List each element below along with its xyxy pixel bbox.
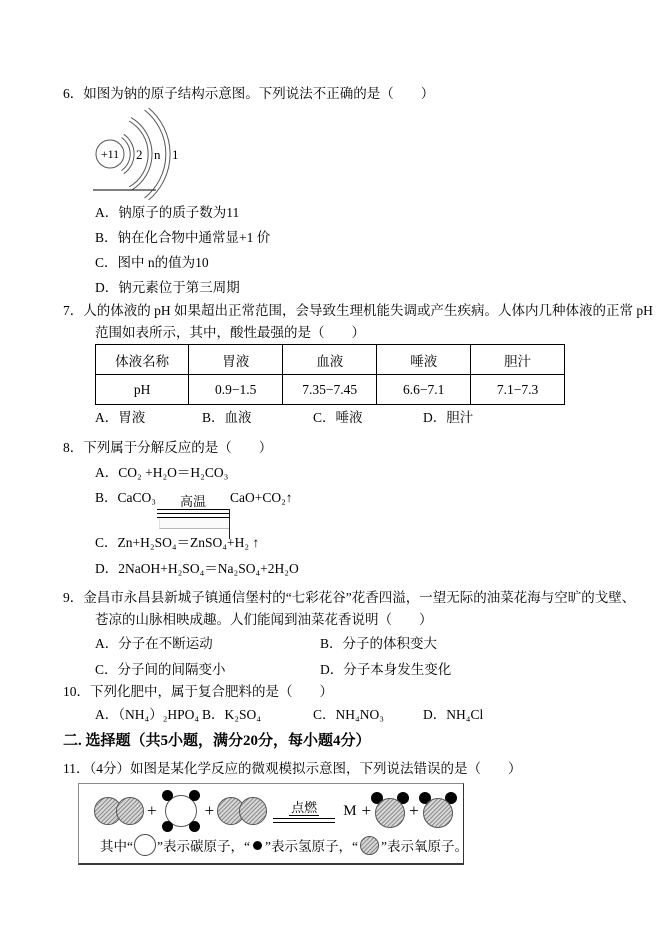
option-a: A．分子在不断运动 (95, 636, 213, 651)
question-number: 6． (63, 86, 84, 101)
carbon-atom-icon (134, 834, 156, 856)
question-text: 下列化肥中，属于复合肥料的是（ ） (90, 684, 333, 699)
option-a: A．CO₂ +H₂O＝H₂CO₃ (95, 465, 229, 480)
value-cell: pH (96, 375, 189, 405)
plus-sign: + (361, 801, 372, 820)
water-molecule (422, 798, 454, 828)
header-cell: 胃液 (189, 345, 283, 375)
plus-sign: + (409, 801, 419, 820)
question-7 (63, 300, 661, 426)
question-8-stem (63, 439, 661, 456)
shell-electron-count: 2 (136, 147, 143, 162)
question-7-stem (63, 300, 661, 344)
question-number: 10． (63, 684, 90, 699)
chemical-formula: NH₄NO₃ (335, 707, 384, 722)
shell-electron-count: 1 (172, 147, 179, 162)
chemical-equation: CaCO₃ (117, 490, 156, 505)
option-b: B．分子的体积变大 (320, 636, 438, 651)
question-7-options (95, 410, 661, 426)
question-11-stem (63, 760, 661, 777)
header-cell: 胆汁 (471, 345, 565, 375)
option-d: D．分子本身发生变化 (320, 662, 452, 677)
option-d: D．2NaOH+H₂SO₄＝Na₂SO₄+2H₂O (95, 561, 299, 576)
methane-molecule (165, 795, 197, 827)
plus-sign: + (147, 801, 157, 820)
reaction-micro-diagram (78, 783, 468, 865)
reaction-equation-row (79, 784, 463, 832)
option-c: C．分子间的间隔变小 (95, 662, 226, 677)
product-m-label: M (343, 802, 357, 819)
question-number: 7． (63, 303, 84, 318)
ignite-condition-bar (273, 800, 335, 823)
question-10-options (95, 707, 661, 723)
question-8 (63, 439, 661, 579)
water-molecule (374, 798, 406, 828)
option-c: C．Zn+H₂SO₄＝ZnSO₄+H₂ ↑ (95, 535, 260, 550)
table-header-row (96, 345, 565, 375)
value-cell: 7.1−7.3 (471, 375, 565, 405)
question-number: 8． (63, 440, 84, 455)
option-b: B．血液 (202, 410, 252, 425)
option-b: B．钠在化合物中通常显+1 价 (95, 230, 271, 245)
question-text: 范围如表所示，其中，酸性最强的是（ ） (95, 325, 365, 340)
diagram-legend: 其中“ ”表示碳原子，“ ”表示氢原子，“ ”表示氧原子。 (79, 832, 463, 863)
option-c: C．图中 n的值为10 (95, 255, 209, 270)
chemical-formula: K₂SO₄ (224, 707, 261, 722)
chemical-formula: （NH₄）₂HPO₄ (118, 707, 200, 722)
option-d: D．钠元素位于第三周期 (95, 280, 240, 295)
question-9-options-row-2 (95, 657, 661, 683)
option-c: C．NH₄NO₃ (313, 707, 384, 722)
question-9 (63, 587, 661, 683)
option-a: A．胃液 (95, 410, 146, 425)
question-6-stem (63, 85, 661, 102)
oxygen-molecule (217, 797, 267, 825)
table-row (96, 375, 565, 405)
nucleus-charge: +11 (100, 147, 120, 161)
oxygen-molecule (94, 797, 144, 825)
chemical-equation: CaO+CO₂↑ (229, 490, 293, 505)
reaction-condition-bar (157, 494, 229, 518)
chemical-equation: CO₂ +H₂O＝H₂CO₃ (118, 465, 229, 480)
question-text: 苍凉的山脉相映成趣。人们能闻到油菜花香说明（ ） (95, 612, 433, 627)
question-9-options-row-1 (95, 631, 661, 657)
section-2-heading: 二. 选择题（共5小题，满分20分，每小题4分） (63, 733, 371, 749)
chemical-equation: Zn+H₂SO₄＝ZnSO₄+H₂ ↑ (117, 535, 260, 550)
question-number: 9． (63, 590, 84, 605)
ignite-condition: 点燃 (291, 799, 318, 815)
body-fluid-ph-table (95, 344, 565, 405)
value-cell: 6.6−7.1 (377, 375, 471, 405)
option-b: B．K₂SO₄ (202, 707, 261, 722)
option-d: D．NH₄Cl (423, 707, 484, 722)
oxygen-atom-icon (360, 836, 379, 855)
header-cell: 血液 (283, 345, 377, 375)
question-9-stem (63, 587, 661, 631)
header-cell: 体液名称 (96, 345, 189, 375)
question-10-stem (63, 683, 661, 700)
shell-electron-count: n (154, 147, 161, 162)
option-a: A．钠原子的质子数为11 (95, 205, 240, 220)
reaction-condition: 高温 (179, 494, 206, 509)
question-text: 下列属于分解反应的是（ ） (83, 440, 273, 455)
question-10 (63, 683, 661, 723)
question-6-options (95, 200, 661, 300)
value-cell: 7.35−7.45 (283, 375, 377, 405)
hydrogen-atom-icon (253, 841, 262, 850)
option-d: D．胆汁 (423, 410, 474, 425)
question-11 (63, 760, 661, 865)
option-a: A．（NH₄）₂HPO₄ (95, 707, 200, 722)
option-b: B．CaCO₃ 高温 CaO+CO₂↑ (95, 488, 661, 518)
question-6 (63, 85, 661, 300)
value-cell: 0.9−1.5 (189, 375, 283, 405)
question-number: 11． (63, 761, 90, 776)
question-text: （4分）如图是某化学反应的微观模拟示意图，下列说法错误的是（ ） (89, 761, 522, 776)
chemical-formula: NH₄Cl (446, 707, 484, 722)
option-c: C．唾液 (313, 410, 363, 425)
chemical-equation: 2NaOH+H₂SO₄＝Na₂SO₄+2H₂O (118, 561, 299, 576)
question-text: 金昌市永昌县新城子镇通信堡村的“七彩花谷”花香四溢，一望无际的油菜花海与空旷的戈壁、 (83, 590, 636, 605)
question-text: 如图为钠的原子结构示意图。下列说法不正确的是（ ） (83, 86, 435, 101)
sodium-atom-structure-diagram (90, 110, 225, 198)
question-text: 人的体液的 pH 如果超出正常范围，会导致生理机能失调或产生疾病。人体内几种体液的正常 pH (83, 303, 653, 318)
header-cell: 唾液 (377, 345, 471, 375)
plus-sign: + (204, 801, 215, 820)
